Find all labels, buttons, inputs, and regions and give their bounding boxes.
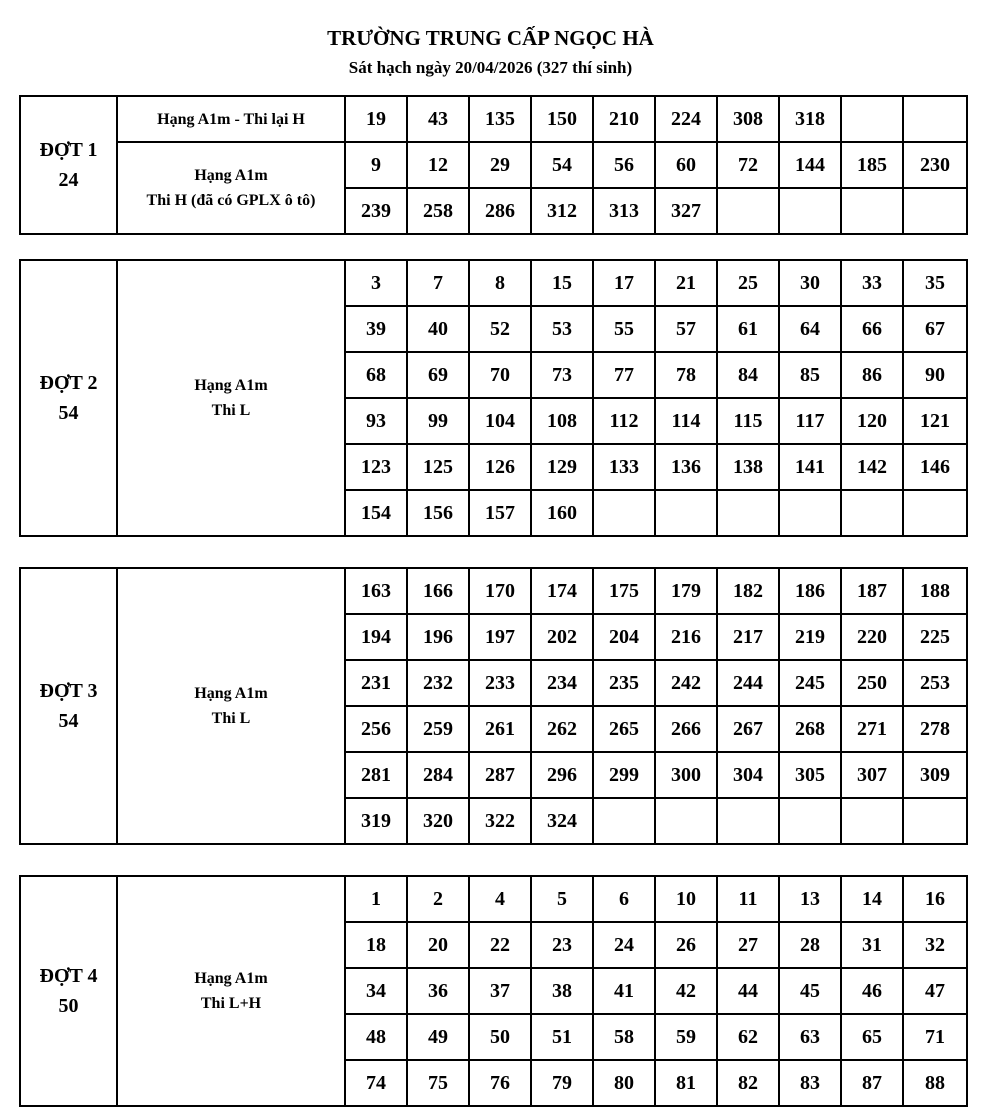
batch-name: ĐỢT 4 (39, 965, 98, 987)
candidate-number-cell: 33 (841, 260, 903, 306)
candidate-number-cell: 79 (531, 1060, 593, 1106)
candidate-number-cell: 43 (407, 96, 469, 142)
candidate-number-cell: 157 (469, 490, 531, 536)
candidate-number-cell: 99 (407, 398, 469, 444)
candidate-number-cell: 186 (779, 568, 841, 614)
candidate-number-cell: 125 (407, 444, 469, 490)
exam-class-cell (117, 96, 345, 142)
candidate-number-cell: 230 (903, 142, 967, 188)
candidate-number-cell: 49 (407, 1014, 469, 1060)
candidate-number-cell: 84 (717, 352, 779, 398)
candidate-number-cell: 26 (655, 922, 717, 968)
candidate-number-cell: 115 (717, 398, 779, 444)
candidate-number-cell: 135 (469, 96, 531, 142)
candidate-number-cell: 11 (717, 876, 779, 922)
candidate-number-cell: 108 (531, 398, 593, 444)
candidate-number-cell: 20 (407, 922, 469, 968)
candidate-number-cell: 231 (345, 660, 407, 706)
candidate-number-cell: 185 (841, 142, 903, 188)
candidate-number-cell: 51 (531, 1014, 593, 1060)
candidate-number-cell (903, 490, 967, 536)
candidate-number-cell: 174 (531, 568, 593, 614)
candidate-number-cell: 57 (655, 306, 717, 352)
candidate-number-cell: 55 (593, 306, 655, 352)
candidate-number-cell: 204 (593, 614, 655, 660)
exam-class-label: Hạng A1m (194, 377, 268, 394)
candidate-number-cell: 146 (903, 444, 967, 490)
candidate-number-cell: 59 (655, 1014, 717, 1060)
candidate-number-cell (779, 188, 841, 234)
candidate-number-cell: 144 (779, 142, 841, 188)
candidate-number-cell: 133 (593, 444, 655, 490)
candidate-number-cell: 305 (779, 752, 841, 798)
candidate-number-cell: 242 (655, 660, 717, 706)
candidate-number-cell: 78 (655, 352, 717, 398)
candidate-number-cell (779, 490, 841, 536)
candidate-number-cell: 8 (469, 260, 531, 306)
candidate-number-cell: 29 (469, 142, 531, 188)
candidate-number-cell: 77 (593, 352, 655, 398)
candidate-number-cell: 224 (655, 96, 717, 142)
candidate-number-cell: 187 (841, 568, 903, 614)
candidate-number-cell: 114 (655, 398, 717, 444)
candidate-number-cell: 142 (841, 444, 903, 490)
candidate-number-cell: 253 (903, 660, 967, 706)
candidate-number-cell: 44 (717, 968, 779, 1014)
candidate-number-cell: 70 (469, 352, 531, 398)
candidate-number-cell: 245 (779, 660, 841, 706)
batch-count: 50 (58, 995, 79, 1017)
candidate-number-cell: 123 (345, 444, 407, 490)
candidate-number-cell: 88 (903, 1060, 967, 1106)
candidate-number-cell: 40 (407, 306, 469, 352)
candidate-number-cell: 45 (779, 968, 841, 1014)
candidate-number-cell: 37 (469, 968, 531, 1014)
candidate-number-cell: 175 (593, 568, 655, 614)
candidate-number-cell: 3 (345, 260, 407, 306)
candidate-number-cell: 34 (345, 968, 407, 1014)
candidate-number-cell: 15 (531, 260, 593, 306)
candidate-number-cell: 25 (717, 260, 779, 306)
candidate-number-cell (655, 798, 717, 844)
candidate-number-cell: 90 (903, 352, 967, 398)
page-title: TRƯỜNG TRUNG CẤP NGỌC HÀ (327, 26, 654, 50)
candidate-number-cell: 36 (407, 968, 469, 1014)
candidate-number-cell: 219 (779, 614, 841, 660)
candidate-number-cell: 65 (841, 1014, 903, 1060)
candidate-number-cell: 80 (593, 1060, 655, 1106)
exam-class-label: Thi H (đã có GPLX ô tô) (146, 192, 316, 209)
candidate-number-cell: 322 (469, 798, 531, 844)
batch-count: 24 (58, 169, 79, 191)
candidate-number-cell: 244 (717, 660, 779, 706)
batch-label-cell (20, 568, 117, 844)
candidate-number-cell: 30 (779, 260, 841, 306)
candidate-number-cell: 32 (903, 922, 967, 968)
candidate-number-cell: 6 (593, 876, 655, 922)
candidate-number-cell: 62 (717, 1014, 779, 1060)
candidate-number-cell: 261 (469, 706, 531, 752)
candidate-number-cell: 21 (655, 260, 717, 306)
candidate-number-cell: 82 (717, 1060, 779, 1106)
candidate-number-cell: 217 (717, 614, 779, 660)
candidate-number-cell: 160 (531, 490, 593, 536)
candidate-number-cell: 154 (345, 490, 407, 536)
candidate-number-cell (903, 798, 967, 844)
table-row (20, 568, 967, 614)
batch-table (19, 95, 968, 235)
table-row (20, 96, 967, 142)
candidate-number-cell: 14 (841, 876, 903, 922)
candidate-number-cell (717, 490, 779, 536)
exam-class-label: Thi L+H (200, 995, 262, 1012)
exam-class-cell (117, 142, 345, 234)
candidate-number-cell: 126 (469, 444, 531, 490)
exam-class-label: Hạng A1m (194, 685, 268, 702)
candidate-number-cell: 46 (841, 968, 903, 1014)
candidate-number-cell: 136 (655, 444, 717, 490)
candidate-number-cell: 220 (841, 614, 903, 660)
candidate-number-cell (717, 798, 779, 844)
candidate-number-cell: 287 (469, 752, 531, 798)
table-row (20, 876, 967, 922)
table-row (20, 142, 967, 188)
candidate-number-cell: 307 (841, 752, 903, 798)
candidate-number-cell: 120 (841, 398, 903, 444)
candidate-number-cell: 74 (345, 1060, 407, 1106)
candidate-number-cell: 69 (407, 352, 469, 398)
candidate-number-cell: 281 (345, 752, 407, 798)
candidate-number-cell: 194 (345, 614, 407, 660)
candidate-number-cell: 112 (593, 398, 655, 444)
exam-class-cell (117, 260, 345, 536)
candidate-number-cell: 83 (779, 1060, 841, 1106)
candidate-number-cell: 12 (407, 142, 469, 188)
candidate-number-cell: 104 (469, 398, 531, 444)
batch-count: 54 (58, 402, 79, 424)
batch-label-cell (20, 260, 117, 536)
candidate-number-cell: 258 (407, 188, 469, 234)
candidate-number-cell: 234 (531, 660, 593, 706)
candidate-number-cell: 324 (531, 798, 593, 844)
candidate-number-cell: 216 (655, 614, 717, 660)
batch-table (19, 259, 968, 537)
candidate-number-cell: 63 (779, 1014, 841, 1060)
candidate-number-cell: 54 (531, 142, 593, 188)
candidate-number-cell: 259 (407, 706, 469, 752)
table-row (20, 260, 967, 306)
candidate-number-cell: 202 (531, 614, 593, 660)
exam-class-label: Hạng A1m (194, 970, 268, 987)
candidate-number-cell: 27 (717, 922, 779, 968)
candidate-number-cell: 68 (345, 352, 407, 398)
candidate-number-cell: 286 (469, 188, 531, 234)
candidate-number-cell: 42 (655, 968, 717, 1014)
candidate-number-cell (593, 490, 655, 536)
candidate-number-cell (593, 798, 655, 844)
candidate-number-cell: 18 (345, 922, 407, 968)
candidate-number-cell: 196 (407, 614, 469, 660)
batch-table (19, 567, 968, 845)
candidate-number-cell: 117 (779, 398, 841, 444)
candidate-number-cell: 75 (407, 1060, 469, 1106)
candidate-number-cell: 39 (345, 306, 407, 352)
candidate-number-cell: 233 (469, 660, 531, 706)
candidate-number-cell: 141 (779, 444, 841, 490)
candidate-number-cell: 268 (779, 706, 841, 752)
candidate-number-cell: 296 (531, 752, 593, 798)
candidate-number-cell: 72 (717, 142, 779, 188)
candidate-number-cell: 52 (469, 306, 531, 352)
candidate-number-cell: 129 (531, 444, 593, 490)
candidate-number-cell: 64 (779, 306, 841, 352)
batch-table (19, 875, 968, 1107)
candidate-number-cell: 284 (407, 752, 469, 798)
candidate-number-cell: 299 (593, 752, 655, 798)
candidate-number-cell: 170 (469, 568, 531, 614)
candidate-number-cell: 93 (345, 398, 407, 444)
candidate-number-cell: 4 (469, 876, 531, 922)
candidate-number-cell: 278 (903, 706, 967, 752)
candidate-number-cell (655, 490, 717, 536)
batch-label-cell (20, 876, 117, 1106)
candidate-number-cell: 318 (779, 96, 841, 142)
batch-name: ĐỢT 1 (39, 139, 98, 161)
candidate-number-cell: 179 (655, 568, 717, 614)
candidate-number-cell (841, 188, 903, 234)
candidate-number-cell: 19 (345, 96, 407, 142)
candidate-number-cell: 38 (531, 968, 593, 1014)
candidate-number-cell: 210 (593, 96, 655, 142)
candidate-number-cell: 31 (841, 922, 903, 968)
candidate-number-cell: 256 (345, 706, 407, 752)
candidate-number-cell (903, 188, 967, 234)
candidate-number-cell: 150 (531, 96, 593, 142)
candidate-number-cell: 60 (655, 142, 717, 188)
candidate-number-cell: 309 (903, 752, 967, 798)
candidate-number-cell: 28 (779, 922, 841, 968)
candidate-number-cell: 163 (345, 568, 407, 614)
batch-name: ĐỢT 3 (39, 680, 98, 702)
candidate-number-cell: 182 (717, 568, 779, 614)
candidate-number-cell: 71 (903, 1014, 967, 1060)
candidate-number-cell: 235 (593, 660, 655, 706)
candidate-number-cell: 23 (531, 922, 593, 968)
candidate-number-cell: 304 (717, 752, 779, 798)
candidate-number-cell: 58 (593, 1014, 655, 1060)
candidate-number-cell: 166 (407, 568, 469, 614)
candidate-number-cell: 313 (593, 188, 655, 234)
candidate-number-cell: 13 (779, 876, 841, 922)
candidate-number-cell: 73 (531, 352, 593, 398)
candidate-number-cell: 66 (841, 306, 903, 352)
candidate-number-cell: 250 (841, 660, 903, 706)
candidate-number-cell: 24 (593, 922, 655, 968)
candidate-number-cell: 76 (469, 1060, 531, 1106)
candidate-number-cell (903, 96, 967, 142)
candidate-number-cell: 56 (593, 142, 655, 188)
candidate-number-cell (841, 96, 903, 142)
candidate-number-cell: 138 (717, 444, 779, 490)
candidate-number-cell: 17 (593, 260, 655, 306)
candidate-number-cell: 266 (655, 706, 717, 752)
candidate-number-cell: 41 (593, 968, 655, 1014)
candidate-number-cell: 10 (655, 876, 717, 922)
candidate-number-cell: 85 (779, 352, 841, 398)
candidate-number-cell: 1 (345, 876, 407, 922)
candidate-number-cell: 87 (841, 1060, 903, 1106)
candidate-number-cell: 156 (407, 490, 469, 536)
exam-class-label: Thi L (211, 710, 251, 727)
candidate-number-cell: 320 (407, 798, 469, 844)
exam-class-cell (117, 568, 345, 844)
candidate-number-cell: 53 (531, 306, 593, 352)
candidate-number-cell: 267 (717, 706, 779, 752)
candidate-number-cell: 319 (345, 798, 407, 844)
candidate-number-cell: 308 (717, 96, 779, 142)
candidate-number-cell: 225 (903, 614, 967, 660)
exam-class-label: Thi L (211, 402, 251, 419)
candidate-number-cell: 121 (903, 398, 967, 444)
candidate-number-cell: 197 (469, 614, 531, 660)
candidate-number-cell: 81 (655, 1060, 717, 1106)
candidate-number-cell: 22 (469, 922, 531, 968)
candidate-number-cell: 265 (593, 706, 655, 752)
candidate-number-cell: 239 (345, 188, 407, 234)
exam-class-label: Hạng A1m - Thi lại H (157, 110, 305, 128)
exam-class-label: Hạng A1m (194, 167, 268, 184)
page-subtitle: Sát hạch ngày 20/04/2026 (327 thí sinh) (348, 58, 633, 77)
candidate-number-cell (717, 188, 779, 234)
candidate-number-cell: 67 (903, 306, 967, 352)
candidate-number-cell: 2 (407, 876, 469, 922)
candidate-number-cell: 262 (531, 706, 593, 752)
candidate-number-cell: 35 (903, 260, 967, 306)
batch-name: ĐỢT 2 (39, 372, 98, 394)
batch-count: 54 (58, 710, 79, 732)
candidate-number-cell: 271 (841, 706, 903, 752)
exam-class-cell (117, 876, 345, 1106)
batch-label-cell (20, 96, 117, 234)
candidate-number-cell: 300 (655, 752, 717, 798)
candidate-number-cell (841, 490, 903, 536)
candidate-number-cell: 232 (407, 660, 469, 706)
candidate-number-cell: 50 (469, 1014, 531, 1060)
candidate-number-cell (841, 798, 903, 844)
candidate-number-cell: 312 (531, 188, 593, 234)
candidate-number-cell: 9 (345, 142, 407, 188)
candidate-number-cell: 47 (903, 968, 967, 1014)
candidate-number-cell: 5 (531, 876, 593, 922)
candidate-number-cell: 48 (345, 1014, 407, 1060)
candidate-number-cell: 86 (841, 352, 903, 398)
candidate-number-cell: 188 (903, 568, 967, 614)
candidate-number-cell (779, 798, 841, 844)
candidate-number-cell: 61 (717, 306, 779, 352)
candidate-number-cell: 7 (407, 260, 469, 306)
candidate-number-cell: 16 (903, 876, 967, 922)
candidate-number-cell: 327 (655, 188, 717, 234)
